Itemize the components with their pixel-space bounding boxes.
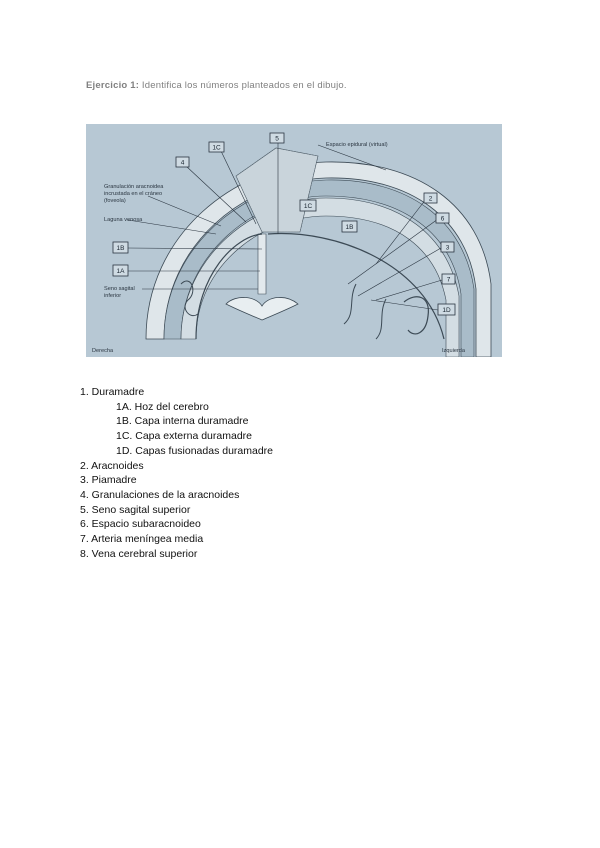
label-inferior-sinus-line1: Seno sagital [104, 286, 135, 292]
ear [404, 297, 428, 334]
label-left-side: Izquierda [442, 348, 466, 354]
exercise-title: Ejercicio 1: [86, 80, 140, 91]
ventricles [226, 297, 298, 320]
exercise-instruction [86, 80, 347, 91]
list-item: 1. Duramadre [80, 386, 145, 398]
label-3: 3 [445, 244, 450, 252]
sulcus-2 [344, 284, 356, 324]
list-item: 1A. Hoz del cerebro [116, 400, 209, 413]
label-granulation-line3: (foveola) [104, 198, 126, 204]
label-venous-lacuna: Laguna venosa [104, 217, 143, 223]
label-granulation-line2: incrustada en el cráneo [104, 191, 163, 197]
label-1b-left: 1B [116, 245, 125, 252]
label-epidural-space: Espacio epidural (virtual) [326, 142, 388, 148]
list-item: 6. Espacio subaracnoideo [80, 518, 201, 531]
label-6: 6 [440, 215, 445, 223]
label-granulation-line1: Granulación aracnoidea [104, 184, 164, 190]
exercise-text: Identifica los números planteados en el dibujo. [139, 80, 347, 91]
meninges-illustration [86, 124, 502, 357]
list-item: 2. Aracnoides [80, 459, 144, 472]
brain-surface-left [268, 234, 444, 339]
label-1c-mid: 1C [303, 203, 313, 210]
list-item: 1B. Capa interna duramadre [116, 415, 249, 428]
label-4: 4 [180, 159, 185, 167]
list-item: 5. Seno sagital superior [80, 503, 191, 516]
list-item: 1C. Capa externa duramadre [116, 430, 252, 443]
label-2: 2 [428, 195, 433, 203]
falx [258, 234, 266, 294]
label-right-side: Derecha [92, 348, 114, 354]
label-5: 5 [275, 135, 279, 143]
sulcus-3 [376, 299, 386, 339]
list-item: 8. Vena cerebral superior [80, 547, 198, 560]
list-item: 4. Granulaciones de la aracnoides [80, 488, 240, 501]
label-1a: 1A [116, 268, 125, 275]
label-7: 7 [446, 276, 451, 284]
label-1c-top: 1C [212, 144, 221, 152]
list-item: 7. Arteria meníngea media [80, 533, 204, 546]
label-inferior-sinus-line2: inferior [104, 293, 122, 299]
answer-list [80, 385, 273, 561]
list-item: 3. Piamadre [80, 474, 137, 487]
label-1d: 1D [442, 307, 451, 314]
meninges-drawing [86, 124, 502, 357]
label-1b-right: 1B [345, 224, 354, 231]
list-item: 1D. Capas fusionadas duramadre [116, 444, 274, 457]
